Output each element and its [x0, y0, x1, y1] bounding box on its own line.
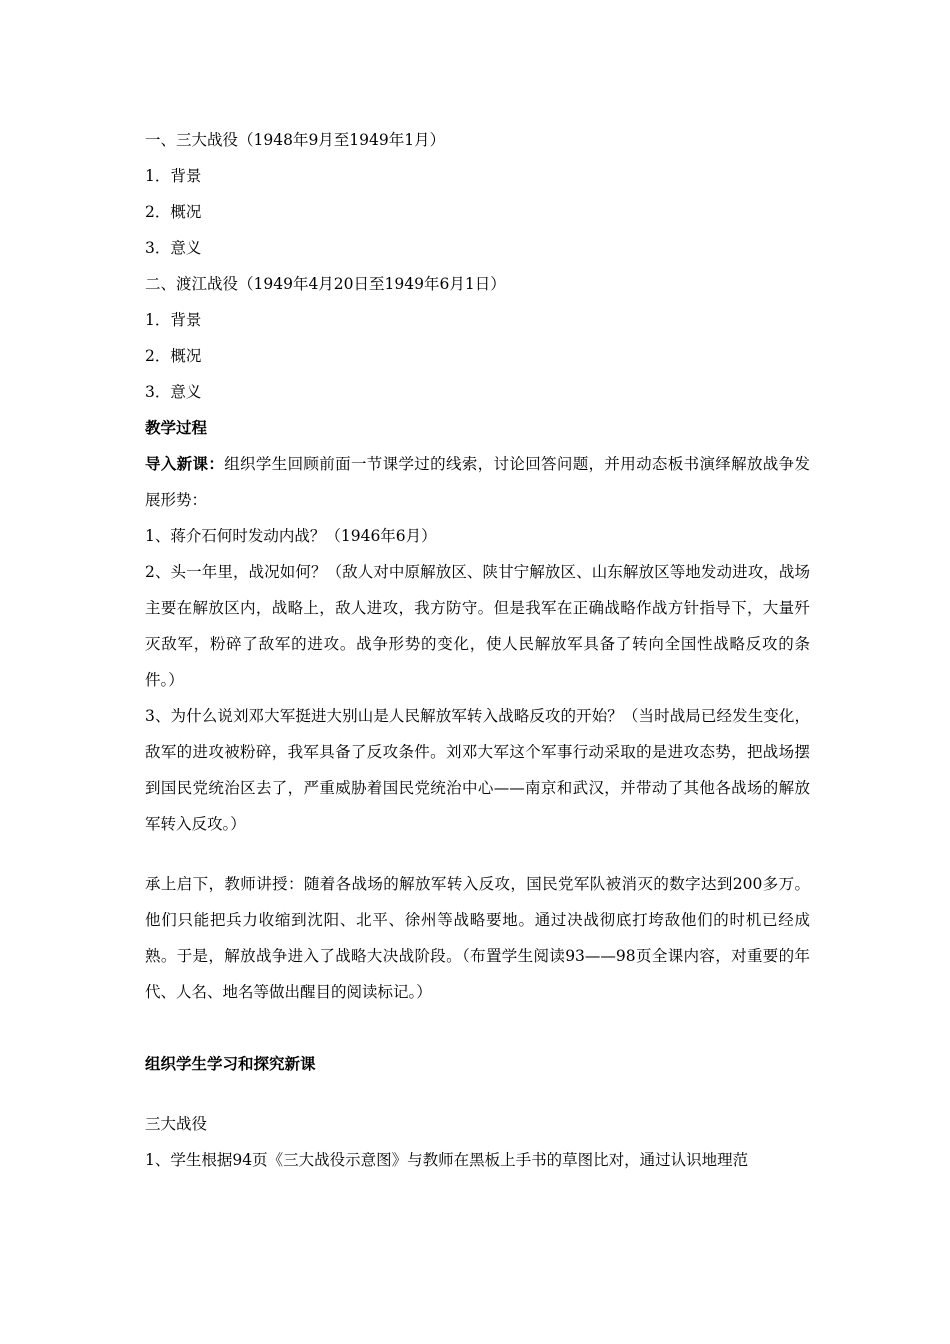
document-page	[145, 122, 810, 1178]
question-2: 2、头一年里，战况如何？（敌人对中原解放区、陕甘宁解放区、山东解放区等地发动进攻，战场主要在解放区内，战略上，敌人进攻，我方防守。但是我军在正确战略作战方针指导下，大量歼灭敌军，粉碎了敌军的进攻。战争形势的变化，使人民解放军具备了转向全国性战略反攻的条件。）	[145, 563, 810, 689]
spacer	[145, 1082, 810, 1106]
spacer	[145, 1010, 810, 1046]
spacer	[145, 842, 810, 866]
section2-item-background: 1．背景	[145, 311, 202, 329]
study-subheading: 三大战役	[145, 1115, 208, 1133]
question-1: 1、蒋介石何时发动内战？（1946年6月）	[145, 527, 437, 545]
section1-item-overview: 2．概况	[145, 203, 202, 221]
question-3: 3、为什么说刘邓大军挺进大别山是人民解放军转入战略反攻的开始？（当时战局已经发生变化，敌军的进攻被粉碎，我军具备了反攻条件。刘邓大军这个军事行动采取的是进攻态势，把战场摆到国民党统治区去了，严重威胁着国民党统治中心——南京和武汉，并带动了其他各战场的解放军转入反攻。）	[145, 707, 810, 833]
study-item-1: 1、学生根据94页《三大战役示意图》与教师在黑板上手书的草图比对，通过认识地理范	[145, 1151, 749, 1169]
section1-item-background: 1．背景	[145, 167, 202, 185]
section1-title: 一、三大战役（1948年9月至1949年1月）	[145, 131, 446, 149]
transition-paragraph: 承上启下，教师讲授：随着各战场的解放军转入反攻，国民党军队被消灭的数字达到200多万。他们只能把兵力收缩到沈阳、北平、徐州等战略要地。通过决战彻底打垮敌他们的时机已经成熟。于是，解放战争进入了战略大决战阶段。（布置学生阅读93——98页全课内容，对重要的年代、人名、地名等做出醒目的阅读标记。）	[145, 875, 810, 1001]
intro-text: 组织学生回顾前面一节课学过的线索，讨论回答问题，并用动态板书演绎解放战争发展形势：	[145, 455, 810, 509]
study-heading: 组织学生学习和探究新课	[145, 1055, 316, 1073]
section1-item-significance: 3．意义	[145, 239, 202, 257]
intro-paragraph	[145, 446, 810, 518]
section2-item-overview: 2．概况	[145, 347, 202, 365]
intro-label: 导入新课：	[145, 455, 225, 473]
section2-title: 二、渡江战役（1949年4月20日至1949年6月1日）	[145, 275, 506, 293]
teaching-process-heading: 教学过程	[145, 419, 208, 437]
section2-item-significance: 3．意义	[145, 383, 202, 401]
